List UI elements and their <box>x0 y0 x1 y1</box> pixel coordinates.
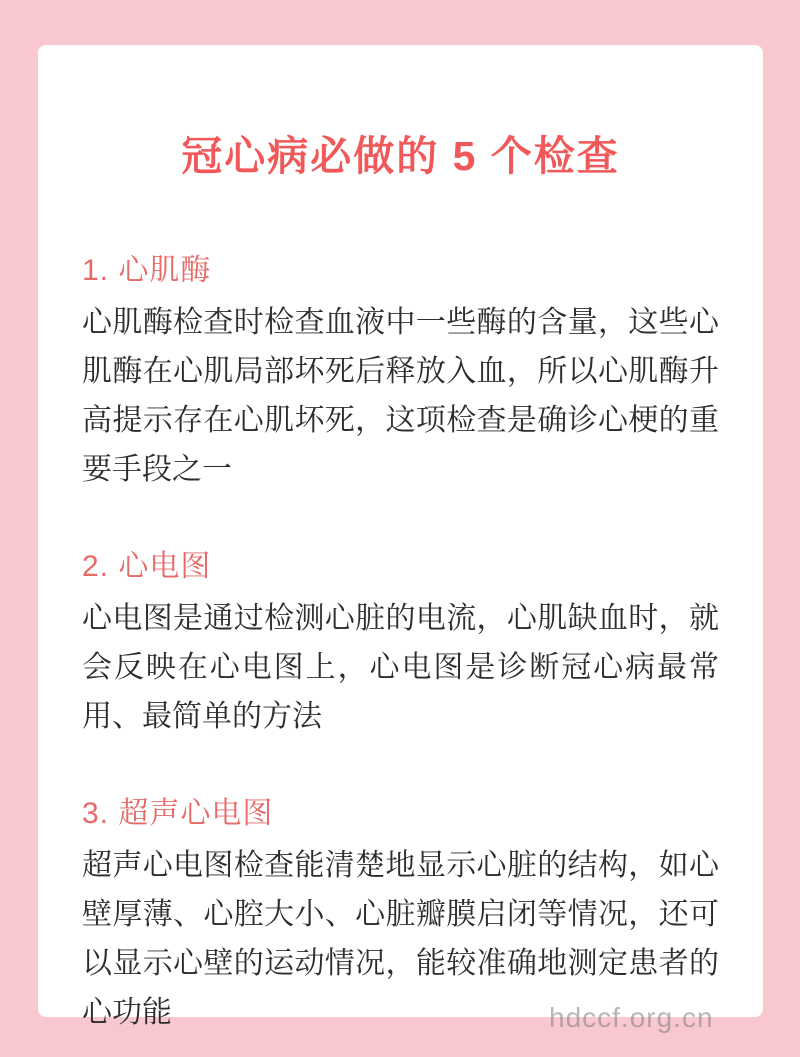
section-heading: 2. 心电图 <box>82 550 212 583</box>
page-title: 冠心病必做的 5 个检查 <box>181 133 620 179</box>
section-ecg <box>82 548 719 741</box>
site-watermark: hdccf.org.cn <box>549 1002 714 1033</box>
section-body: 心肌酶检查时检查血液中一些酶的含量，这些心肌酶在心肌局部坏死后释放入血，所以心肌酶升高提示存在心肌坏死，这项检查是确诊心梗的重要手段之一 <box>82 306 719 486</box>
section-body: 超声心电图检查能清楚地显示心脏的结构，如心壁厚薄、心腔大小、心脏瓣膜启闭等情况，还可以显示心壁的运动情况，能较准确地测定患者的心功能 <box>82 849 719 1029</box>
section-myocardial-enzymes <box>82 252 719 494</box>
section-heading: 3. 超声心电图 <box>82 797 274 830</box>
section-heading: 1. 心肌酶 <box>82 254 212 287</box>
section-body: 心电图是通过检测心脏的电流，心肌缺血时，就会反映在心电图上，心电图是诊断冠心病最常用、最简单的方法 <box>82 602 719 733</box>
section-echocardiogram <box>82 795 719 1037</box>
